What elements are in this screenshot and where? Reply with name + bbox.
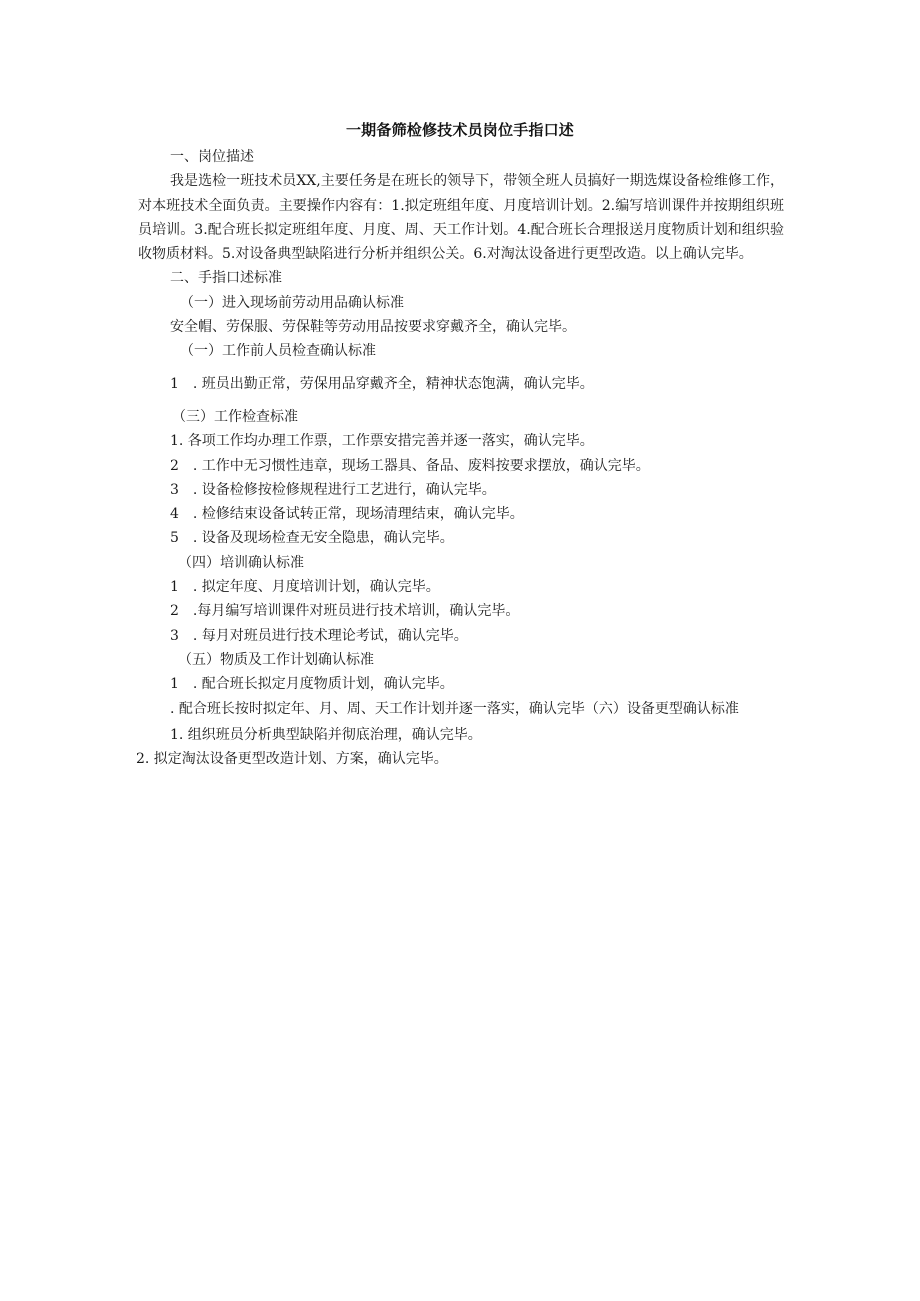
list-item: 1 . 配合班长拟定月度物质计划，确认完毕。 bbox=[170, 676, 454, 693]
list-item: 1 . 拟定年度、月度培训计划，确认完毕。 bbox=[170, 579, 440, 596]
list-item: 5 . 设备及现场检查无安全隐患，确认完毕。 bbox=[170, 530, 454, 547]
list-item: 2. 拟定淘汰设备更型改造计划、方案，确认完毕。 bbox=[136, 751, 448, 768]
list-item-merged: . 配合班长按时拟定年、月、周、天工作计划并逐一落实，确认完毕（六）设备更型确认标准 bbox=[170, 700, 739, 717]
subsection-heading-ppe: （一）进入现场前劳动用品确认标准 bbox=[180, 294, 404, 311]
job-description-paragraph: 我是选检一班技术员XX,主要任务是在班长的领导下，带领全班人员搞好一期选煤设备检维修工作，对本班技术全面负责。主要操作内容有：1.拟定班组年度、月度培训计划。2.编写培训课件并按期组织班员培训。3.配合班长拟定班组年度、月度、周、天工作计划。4.配合班长合理报送月度物质计划和组织验收物质材料。5.对设备典型缺陷进行分析并组织公关。6.对淘汰设备进行更型改造。以上确认完毕。 bbox=[138, 173, 784, 263]
list-item: 2 . 工作中无习惯性违章，现场工器具、备品、废料按要求摆放，确认完毕。 bbox=[170, 457, 650, 474]
list-item: 4 . 检修结束设备试转正常，现场清理结束，确认完毕。 bbox=[170, 506, 524, 523]
list-item: 1. 各项工作均办理工作票，工作票安措完善并逐一落实，确认完毕。 bbox=[170, 433, 594, 450]
subsection-heading-work-check: （三）工作检查标准 bbox=[172, 408, 298, 425]
section-heading-standards: 二、手指口述标准 bbox=[170, 270, 282, 287]
document-title: 一期备筛检修技术员岗位手指口述 bbox=[345, 121, 574, 139]
subsection-heading-personnel: （一）工作前人员检查确认标准 bbox=[180, 343, 376, 360]
subsection-heading-materials: （五）物质及工作计划确认标准 bbox=[178, 651, 374, 668]
document-body bbox=[138, 145, 784, 771]
list-item: 3 . 每月对班员进行技术理论考试，确认完毕。 bbox=[170, 627, 468, 644]
section-heading-job-description: 一、岗位描述 bbox=[170, 149, 254, 165]
list-item: 3 . 设备检修按检修规程进行工艺进行，确认完毕。 bbox=[170, 481, 496, 498]
list-item: 1. 组织班员分析典型缺陷并彻底治理，确认完毕。 bbox=[170, 726, 482, 743]
ppe-text: 安全帽、劳保服、劳保鞋等劳动用品按要求穿戴齐全，确认完毕。 bbox=[170, 319, 576, 336]
list-item: 2 .每月编写培训课件对班员进行技术培训，确认完毕。 bbox=[170, 603, 520, 620]
list-item: 1 . 班员出勤正常，劳保用品穿戴齐全，精神状态饱满，确认完毕。 bbox=[170, 375, 594, 392]
subsection-heading-training: （四）培训确认标准 bbox=[178, 554, 304, 571]
